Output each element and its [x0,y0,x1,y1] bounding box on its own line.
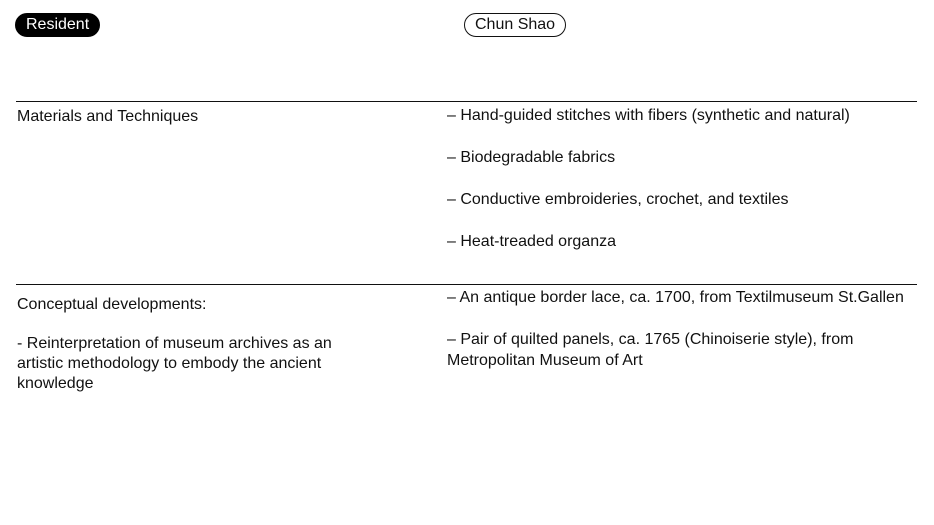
list-item: – Hand-guided stitches with fibers (synthetic and natural) [447,107,850,124]
list-item: – Conductive embroideries, crochet, and textiles [447,191,789,208]
artist-name-tag[interactable]: Chun Shao [464,13,566,37]
list-item: – Pair of quilted panels, ca. 1765 (Chinoiserie style), from Metropolitan Museum of Art [447,331,854,369]
conceptual-list [447,287,907,392]
resident-tag[interactable]: Resident [15,13,100,37]
list-item: – Heat-treaded organza [447,233,616,250]
section-label-conceptual: Conceptual developments: [17,296,207,313]
section-divider [16,101,917,102]
list-item: – An antique border lace, ca. 1700, from Textilmuseum St.Gallen [447,289,904,306]
section-description: - Reinterpretation of museum archives as an artistic methodology to embody the ancient knowledge [17,335,332,392]
section-divider [16,284,917,285]
list-item: – Biodegradable fabrics [447,149,616,166]
materials-list [447,105,850,273]
section-label-materials: Materials and Techniques [17,108,199,125]
